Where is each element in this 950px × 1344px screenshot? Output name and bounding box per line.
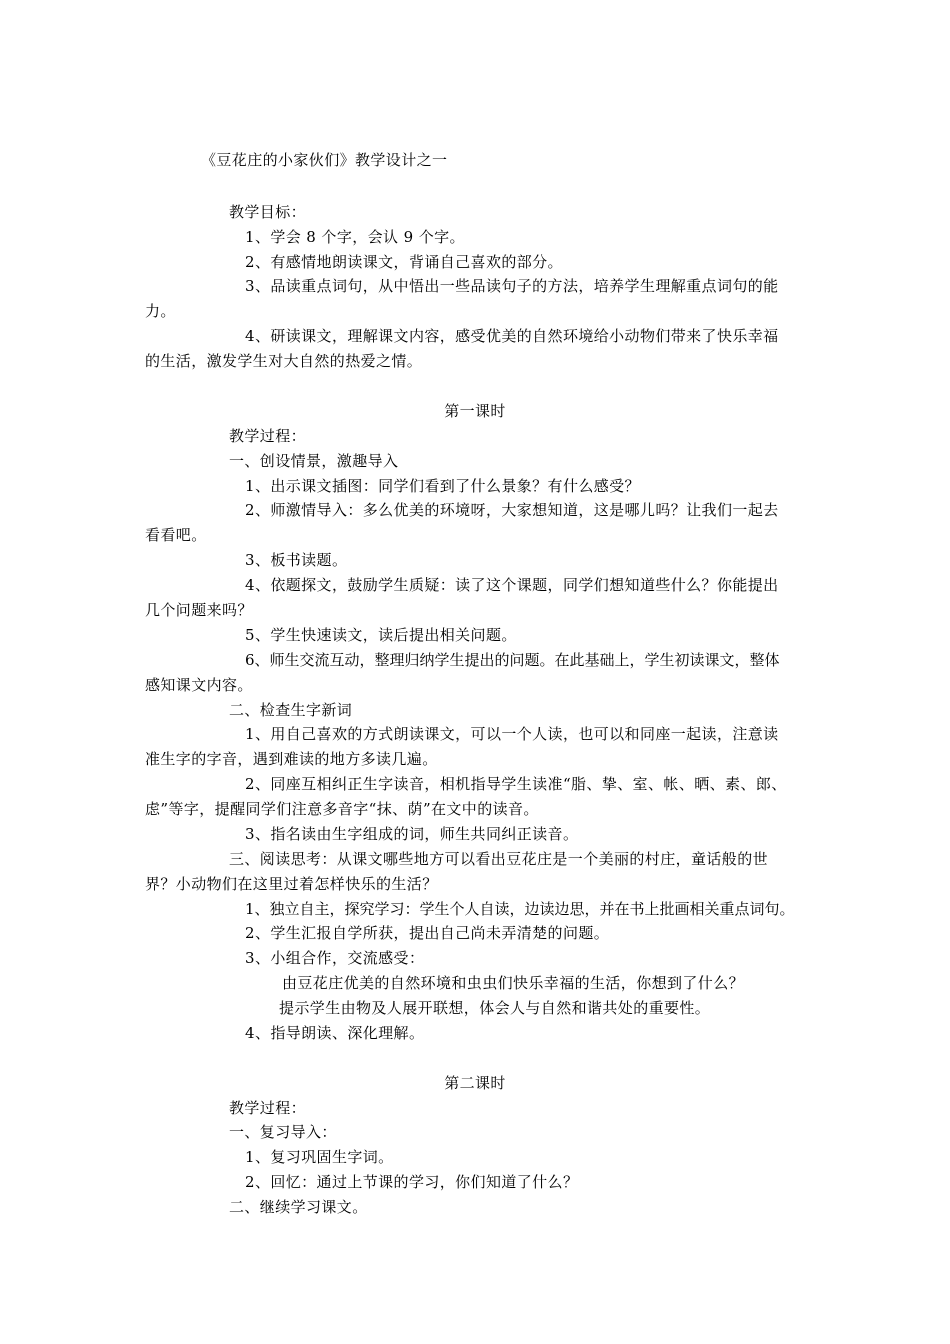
l1-s1-item-4-cont: 几个问题来吗？	[145, 601, 253, 619]
lesson-1-heading: 第一课时	[444, 402, 506, 420]
l1-s1-item-1: 1、出示课文插图：同学们看到了什么景象？有什么感受？	[245, 477, 640, 495]
l1-section-3-title: 三、阅读思考：从课文哪些地方可以看出豆花庄是一个美丽的村庄，童话般的世	[229, 850, 769, 868]
l1-s1-item-6: 6、师生交流互动，整理归纳学生提出的问题。在此基础上，学生初读课文，整体	[245, 651, 780, 669]
l1-section-2-title: 二、检查生字新词	[229, 701, 353, 719]
goal-3-cont: 力。	[145, 302, 176, 320]
l2-section-2-title: 二、继续学习课文。	[229, 1198, 368, 1216]
l1-s1-item-4: 4、依题探文，鼓励学生质疑：读了这个课题，同学们想知道些什么？你能提出	[245, 576, 779, 594]
l1-s1-item-2-cont: 看看吧。	[145, 526, 207, 544]
l1-s3-question-1: 由豆花庄优美的自然环境和虫虫们快乐幸福的生活，你想到了什么？	[282, 974, 745, 992]
l1-s2-item-1: 1、用自己喜欢的方式朗读课文，可以一个人读，也可以和同座一起读，注意读	[245, 725, 779, 743]
l1-s3-item-1: 1、独立自主，探究学习：学生个人自读，边读边思，并在书上批画相关重点词句。	[245, 900, 795, 918]
l1-s2-item-2: 2、同座互相纠正生字读音，相机指导学生读准“脂、挚、室、帐、晒、素、郎、	[245, 775, 787, 793]
l1-s1-item-6-cont: 感知课文内容。	[145, 676, 253, 694]
goal-4: 4、研读课文，理解课文内容，感受优美的自然环境给小动物们带来了快乐幸福	[245, 327, 779, 345]
l2-s1-item-1: 1、复习巩固生字词。	[245, 1148, 394, 1166]
l1-s3-item-2: 2、学生汇报自学所获，提出自己尚未弄清楚的问题。	[245, 924, 610, 942]
l1-section-3-title-cont: 界？小动物们在这里过着怎样快乐的生活？	[145, 875, 438, 893]
l1-s3-question-2: 提示学生由物及人展开联想，体会人与自然和谐共处的重要性。	[279, 999, 711, 1017]
l1-section-1-title: 一、创设情景，激趣导入	[229, 452, 399, 470]
l2-s1-item-2: 2、回忆：通过上节课的学习，你们知道了什么？	[245, 1173, 579, 1191]
document-title: 《豆花庄的小家伙们》教学设计之一	[201, 151, 448, 169]
goals-label: 教学目标：	[229, 203, 307, 221]
goal-3: 3、品读重点词句，从中悟出一些品读句子的方法，培养学生理解重点词句的能	[245, 277, 779, 295]
goal-4-cont: 的生活，激发学生对大自然的热爱之情。	[145, 352, 423, 370]
l1-s2-item-3: 3、指名读由生字组成的词，师生共同纠正读音。	[245, 825, 579, 843]
l1-s1-item-2: 2、师激情导入：多么优美的环境呀，大家想知道，这是哪儿吗？让我们一起去	[245, 501, 779, 519]
l1-s2-item-2-cont: 虑”等字，提醒同学们注意多音字“抹、荫”在文中的读音。	[145, 800, 539, 818]
l1-s1-item-3: 3、板书读题。	[245, 551, 348, 569]
l1-s3-item-4: 4、指导朗读、深化理解。	[245, 1024, 425, 1042]
l1-s1-item-5: 5、学生快速读文，读后提出相关问题。	[245, 626, 517, 644]
goal-1: 1、学会 8 个字，会认 9 个字。	[245, 228, 465, 246]
l1-s2-item-1-cont: 准生字的字音，遇到难读的地方多读几遍。	[145, 750, 438, 768]
lesson-1-process-label: 教学过程：	[229, 427, 307, 445]
goal-2: 2、有感情地朗读课文，背诵自己喜欢的部分。	[245, 253, 563, 271]
l2-section-1-title: 一、复习导入：	[229, 1123, 337, 1141]
lesson-2-heading: 第二课时	[444, 1074, 506, 1092]
lesson-2-process-label: 教学过程：	[229, 1099, 307, 1117]
l1-s3-item-3: 3、小组合作，交流感受：	[245, 949, 425, 967]
